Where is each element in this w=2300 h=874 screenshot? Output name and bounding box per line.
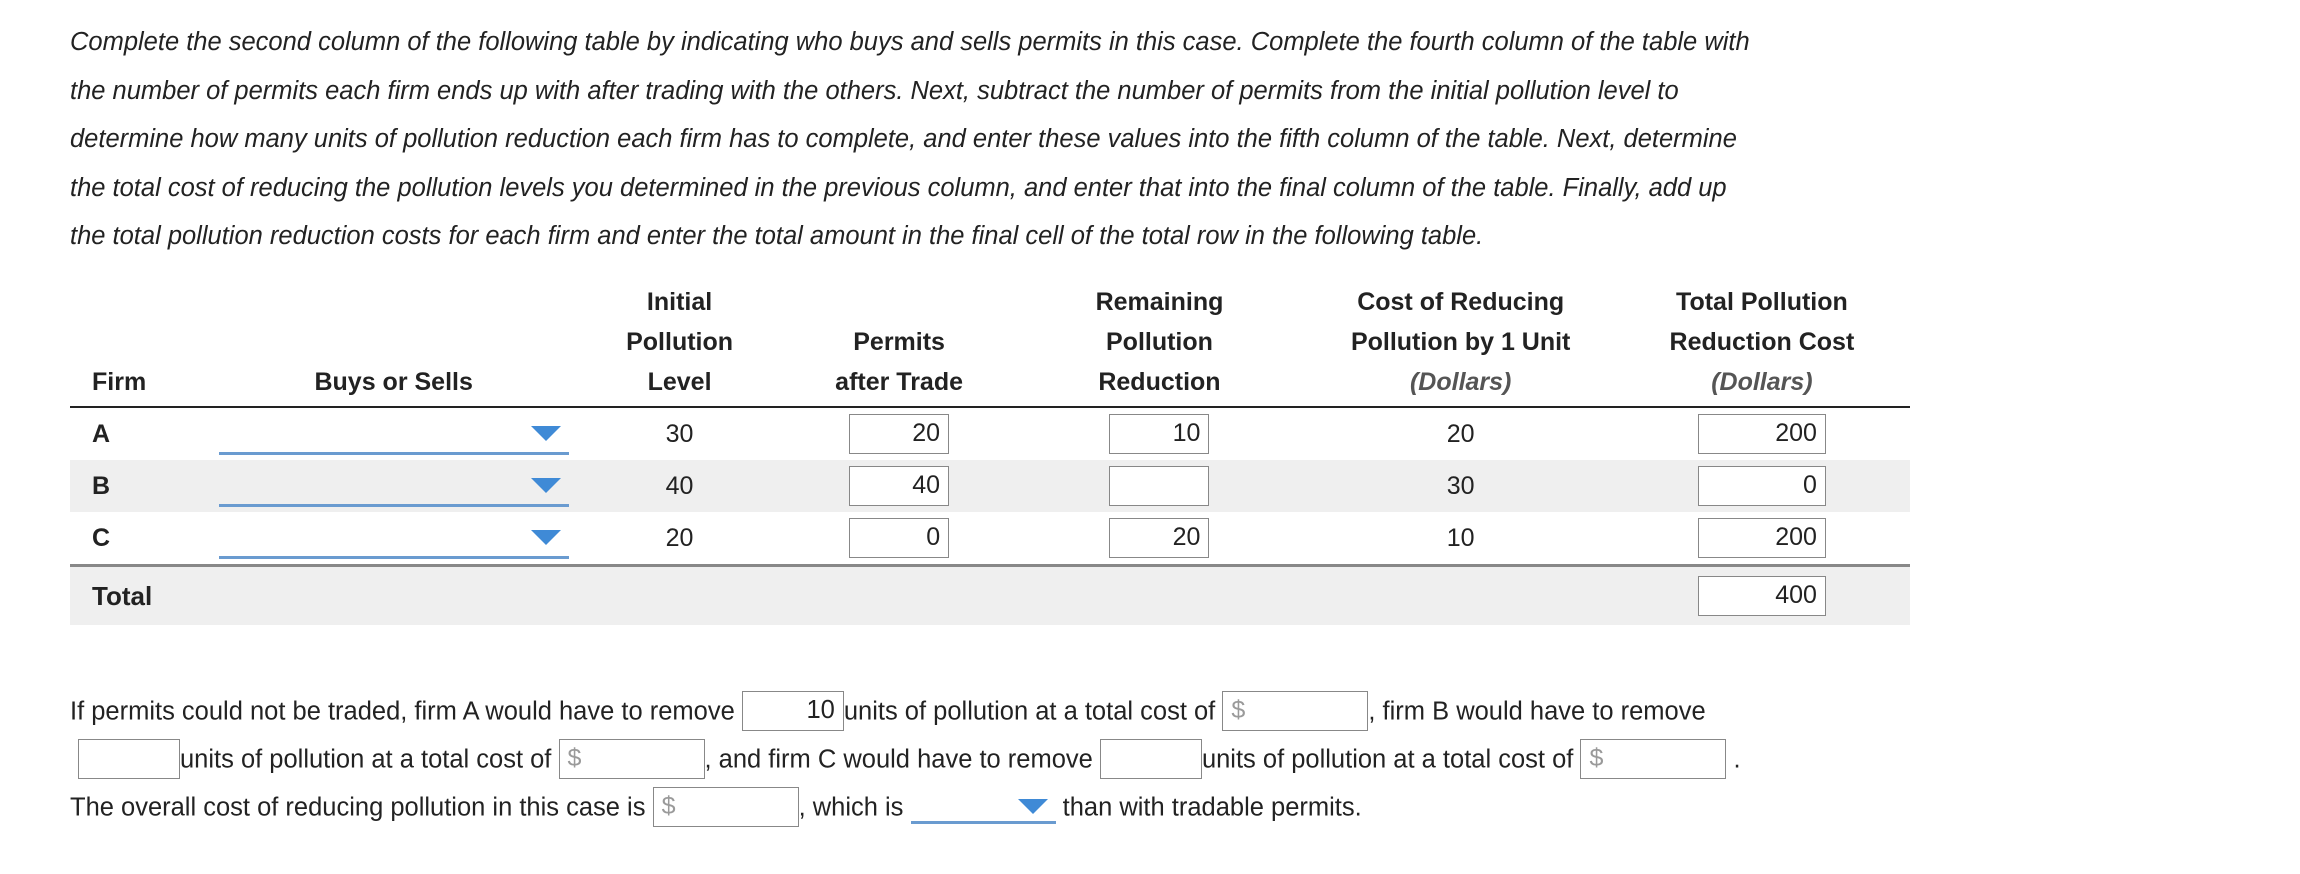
remaining-cell [1011, 460, 1307, 512]
paragraph-text: units of pollution at a total cost of [1201, 745, 1574, 774]
firm-label: C [92, 523, 111, 552]
comparison-dropdown[interactable] [911, 791, 1056, 824]
table-row [70, 407, 1910, 460]
instruction-line: Complete the second column of the following table by indicating who buys and sells permits in this case. Complete the fourth column of the table with [70, 28, 1750, 56]
instruction-line: the total pollution reduction costs for each firm and enter the total amount in the final cell of the total row in the following table. [70, 222, 1484, 250]
total-row [70, 566, 1910, 626]
header-cost-per-unit [1308, 282, 1614, 407]
remaining-input[interactable] [1109, 466, 1209, 506]
total-cost-input[interactable]: 200 [1698, 414, 1826, 454]
header-unit: (Dollars) [1711, 368, 1813, 396]
firm-c-units-input[interactable] [1100, 739, 1202, 779]
permits-cell [787, 460, 1012, 512]
header-buys-or-sells: Buys or Sells [314, 368, 473, 396]
total-value-cell [1614, 566, 1910, 626]
buys-or-sells-cell [215, 460, 572, 512]
instruction-line: the number of permits each firm ends up with after trading with the others. Next, subtract the number of permits from the initial pollution level to [70, 76, 1679, 105]
firm-c-cost-input[interactable] [1580, 739, 1726, 779]
remaining-input[interactable]: 10 [1109, 414, 1209, 454]
total-label: Total [70, 566, 215, 626]
cost-per-unit: 20 [1446, 419, 1475, 448]
permits-table [70, 282, 1910, 625]
paragraph-text: . [1733, 745, 1741, 774]
dollar-sign: $ [1589, 744, 1604, 773]
permits-input[interactable]: 0 [849, 518, 949, 558]
firm-label: B [70, 460, 215, 512]
chevron-down-icon [531, 530, 561, 545]
buys-or-sells-cell [215, 512, 572, 566]
dollar-sign: $ [567, 744, 582, 773]
initial-pollution: 30 [665, 419, 694, 448]
remaining-input[interactable]: 20 [1109, 518, 1209, 558]
permits-cell [787, 512, 1012, 566]
paragraph-line-2 [78, 738, 1741, 779]
total-cost-input[interactable]: 200 [1698, 518, 1826, 558]
header-line: Level [647, 368, 712, 396]
paragraph-line-3 [70, 786, 1362, 827]
total-cost-input[interactable]: 0 [1698, 466, 1826, 506]
chevron-down-icon [531, 478, 561, 493]
firm-a-cost-input[interactable] [1222, 691, 1368, 731]
overall-cost-input[interactable] [653, 787, 799, 827]
paragraph-text: units of pollution at a total cost of [180, 745, 552, 774]
header-line: Pollution by 1 Unit [1350, 328, 1571, 356]
firm-label: A [92, 419, 111, 448]
remaining-cell [1011, 407, 1307, 460]
header-initial-pollution [572, 282, 786, 407]
header-line: Cost of Reducing [1357, 288, 1565, 316]
total-value-input[interactable]: 400 [1698, 576, 1826, 616]
header-line: Remaining [1095, 288, 1224, 316]
header-remaining-reduction [1011, 282, 1307, 407]
header-line: after Trade [835, 368, 964, 396]
remaining-cell [1011, 512, 1307, 566]
table-row [70, 460, 1910, 512]
paragraph-text: , which is [798, 793, 904, 822]
instruction-line: the total cost of reducing the pollution levels you determined in the previous column, and enter that into the final column of the table. Finally, add up [70, 173, 1727, 202]
initial-pollution: 20 [665, 523, 694, 552]
initial-pollution: 40 [572, 460, 786, 512]
header-firm: Firm [92, 368, 147, 396]
table-row [70, 512, 1910, 566]
firm-b-cost-input[interactable] [559, 739, 705, 779]
paragraph-text: units of pollution at a total cost of [843, 697, 1216, 726]
chevron-down-icon [531, 426, 561, 441]
header-total-cost [1614, 282, 1910, 407]
header-line: Pollution [1106, 328, 1213, 356]
header-line: Reduction Cost [1669, 328, 1855, 356]
buys-or-sells-dropdown[interactable] [219, 466, 569, 507]
total-cost-cell [1614, 460, 1910, 512]
header-unit: (Dollars) [1409, 368, 1512, 396]
table-header-row [70, 282, 1910, 407]
cost-per-unit: 10 [1446, 523, 1475, 552]
instruction-line: determine how many units of pollution reduction each firm has to complete, and enter these values into the fifth column of the table. Next, determine [70, 125, 1737, 153]
buys-or-sells-dropdown[interactable] [219, 518, 569, 559]
dollar-sign: $ [661, 792, 676, 821]
cost-per-unit: 30 [1308, 460, 1614, 512]
paragraph-line-1 [70, 690, 1706, 731]
paragraph-text: If permits could not be traded, firm A would have to remove [70, 697, 735, 726]
firm-b-units-input[interactable] [78, 739, 180, 779]
header-line: Permits [853, 328, 945, 356]
permits-cell [787, 407, 1012, 460]
total-cost-cell [1614, 407, 1910, 460]
permits-input[interactable]: 20 [849, 414, 949, 454]
header-line: Pollution [626, 328, 734, 356]
permits-input[interactable]: 40 [849, 466, 949, 506]
chevron-down-icon [1018, 799, 1048, 814]
instructions [70, 18, 1950, 261]
header-permits-after-trade [787, 282, 1012, 407]
total-cost-cell [1614, 512, 1910, 566]
paragraph-text: , and firm C would have to remove [704, 745, 1093, 774]
paragraph-text: The overall cost of reducing pollution in this case is [70, 793, 646, 822]
total-spacer [215, 566, 1614, 626]
header-line: Total Pollution [1676, 288, 1848, 316]
buys-or-sells-dropdown[interactable] [219, 414, 569, 455]
paragraph-text: , firm B would have to remove [1368, 697, 1706, 726]
paragraph-text: than with tradable permits. [1062, 793, 1362, 822]
dollar-sign: $ [1231, 696, 1246, 725]
header-line: Reduction [1098, 368, 1221, 396]
buys-or-sells-cell [215, 407, 572, 460]
header-line: Initial [646, 288, 713, 316]
firm-a-units-input[interactable]: 10 [742, 691, 844, 731]
